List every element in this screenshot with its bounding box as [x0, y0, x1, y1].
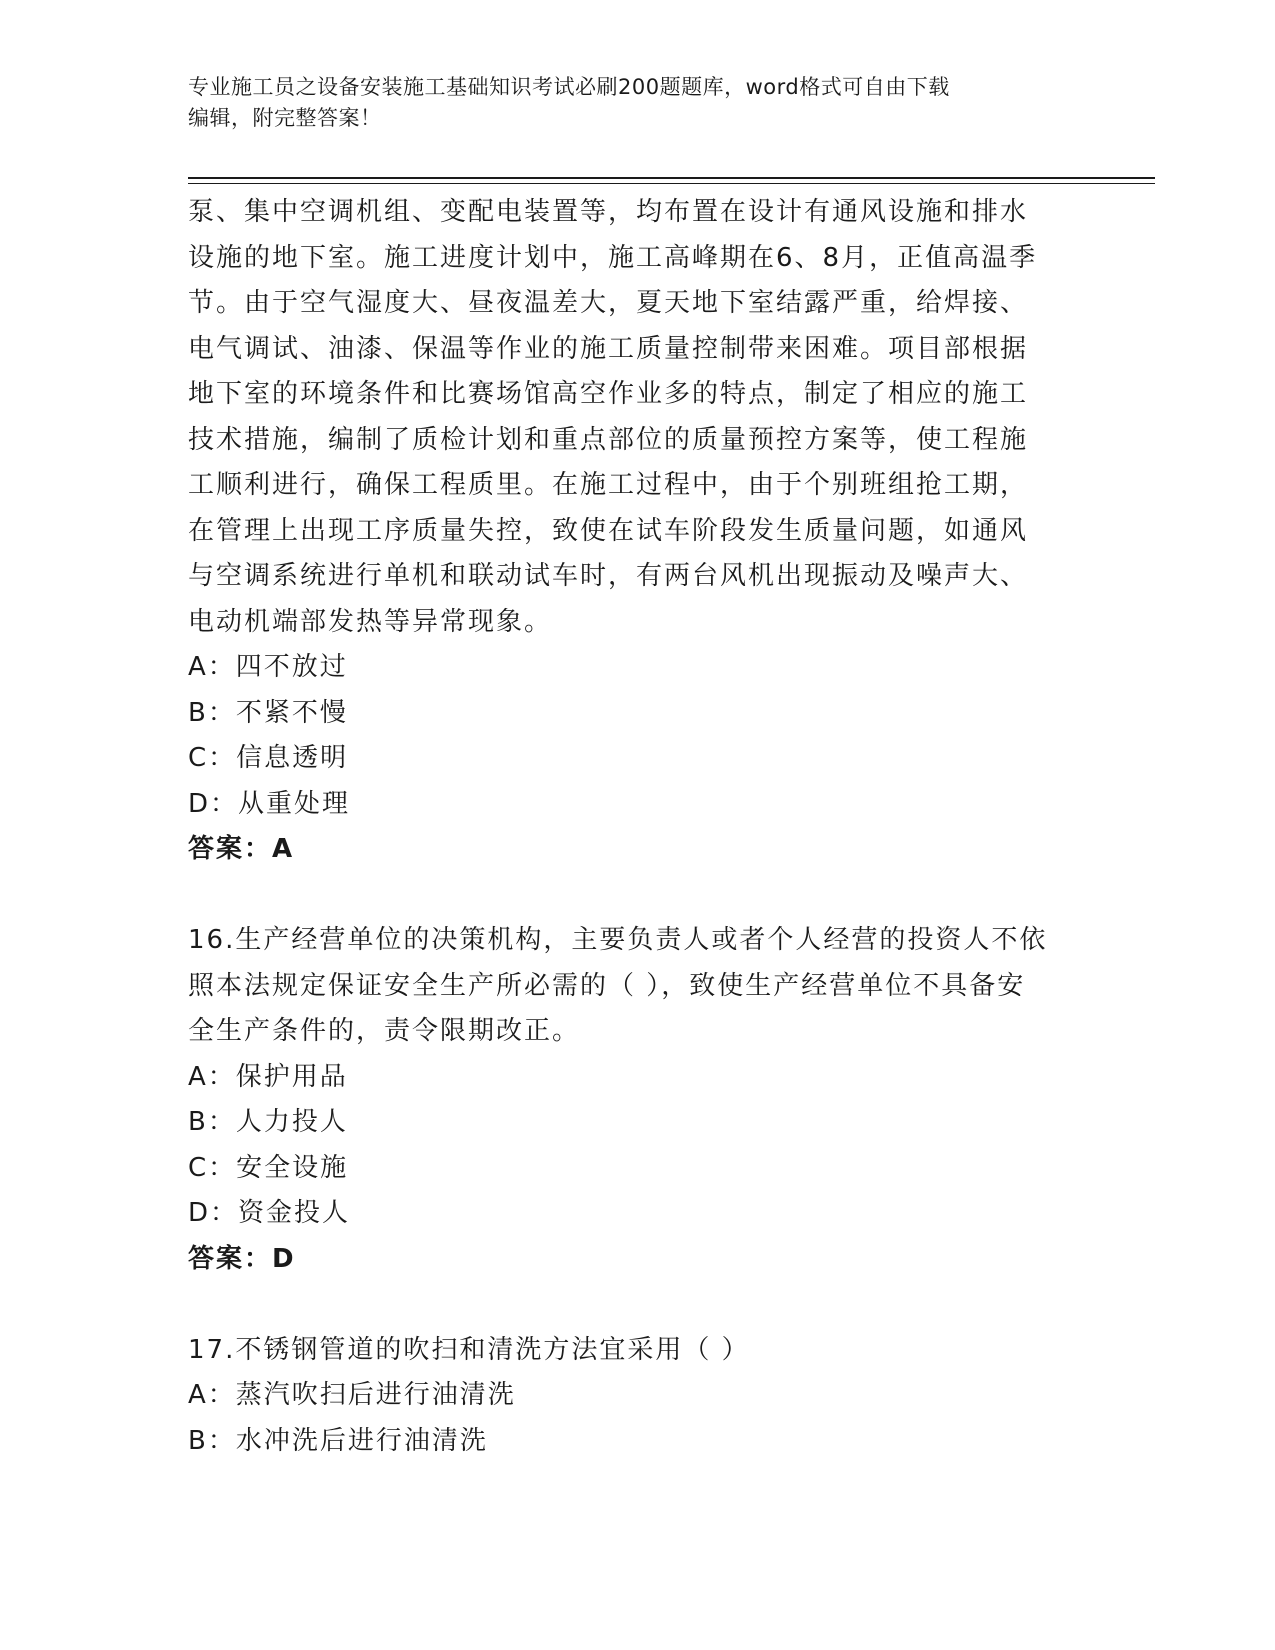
option-c: C：信息透明: [188, 743, 349, 773]
answer-label: 答案：D: [188, 1243, 296, 1274]
stem-line: 技术措施，编制了质检计划和重点部位的质量预控方案等，使工程施: [188, 424, 1029, 455]
option-c: C：安全设施: [188, 1152, 349, 1183]
question-17: [188, 1328, 1088, 1465]
document-body: [188, 190, 1088, 1464]
stem-line: 16.生产经营单位的决策机构，主要负责人或者个人经营的投资人不依: [188, 925, 1048, 955]
question-17-stem: [188, 1328, 1088, 1374]
question-spacer: [188, 1282, 1088, 1328]
option-b: B：不紧不慢: [188, 697, 348, 728]
question-15-stem: [188, 190, 1088, 645]
stem-line: 泵、集中空调机组、变配电装置等，均布置在设计有通风设施和排水: [188, 197, 1029, 227]
stem-line: 在管理上出现工序质量失控，致使在试车阶段发生质量问题，如通风: [188, 515, 1029, 546]
stem-line: 全生产条件的，责令限期改正。: [188, 1016, 581, 1046]
option-b: B：人力投人: [188, 1107, 348, 1137]
option-d: D：从重处理: [188, 788, 351, 819]
question-16: [188, 918, 1088, 1282]
stem-line: 电气调试、油漆、保温等作业的施工质量控制带来困难。项目部根据: [188, 333, 1029, 364]
option-a: A：蒸汽吹扫后进行油清洗: [188, 1380, 516, 1410]
stem-line: 工顺利进行，确保工程质里。在施工过程中，由于个别班组抢工期，: [188, 470, 1029, 500]
question-16-stem: [188, 918, 1088, 1055]
answer-label: 答案：A: [188, 834, 295, 864]
stem-line: 设施的地下室。施工进度计划中，施工高峰期在6、8月，正值高温季: [188, 242, 1038, 273]
option-a: A：保护用品: [188, 1061, 348, 1092]
stem-line: 电动机端部发热等异常现象。: [188, 606, 553, 637]
stem-line: 与空调系统进行单机和联动试车时，有两台风机出现振动及噪声大、: [188, 561, 1029, 591]
header-divider-thick: [188, 177, 1155, 179]
document-header: [188, 72, 1068, 134]
stem-line: 节。由于空气湿度大、昼夜温差大，夏天地下室结露严重，给焊接、: [188, 288, 1029, 318]
stem-line: 地下室的环境条件和比赛场馆高空作业多的特点，制定了相应的施工: [188, 379, 1029, 409]
stem-line: 照本法规定保证安全生产所必需的（ ），致使生产经营单位不具备安: [188, 970, 1026, 1001]
header-title-line-2: 编辑，附完整答案！: [188, 106, 382, 130]
header-title-line-1: 专业施工员之设备安装施工基础知识考试必刷200题题库，word格式可自由下载: [188, 75, 950, 99]
option-d: D：资金投人: [188, 1198, 351, 1228]
stem-line: 17.不锈钢管道的吹扫和清洗方法宜采用（ ）: [188, 1334, 750, 1365]
header-divider-thin: [188, 183, 1155, 184]
option-a: A：四不放过: [188, 652, 348, 682]
question-spacer: [188, 873, 1088, 919]
option-b: B：水冲洗后进行油清洗: [188, 1425, 488, 1456]
question-15: [188, 190, 1088, 873]
